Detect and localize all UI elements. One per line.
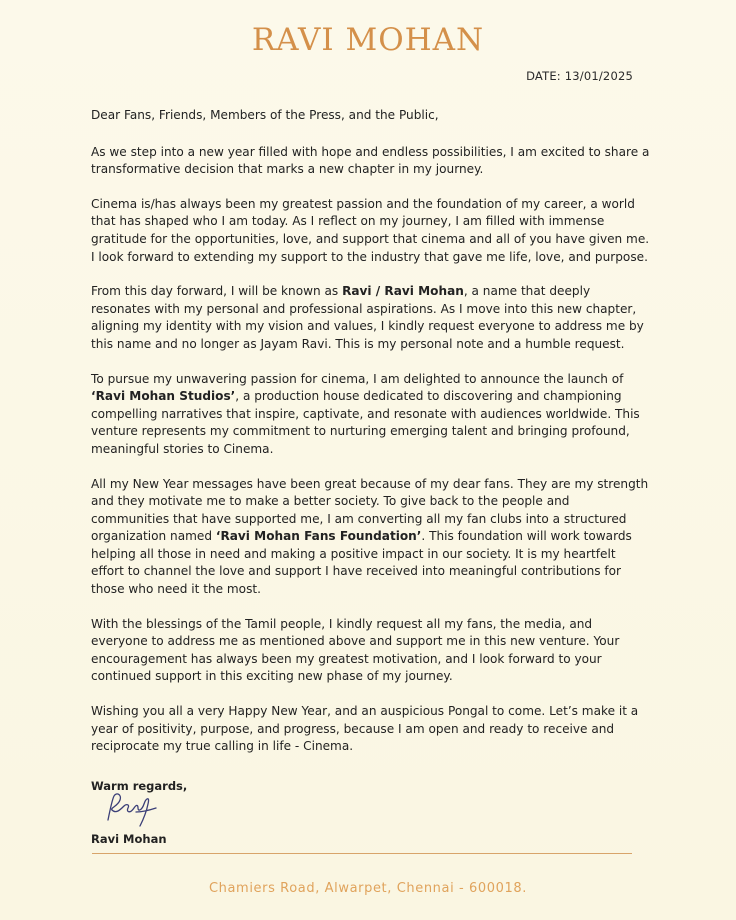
letter-date: DATE: 13/01/2025 [526, 69, 633, 83]
footer-address: Chamiers Road, Alwarpet, Chennai - 600018. [208, 881, 528, 896]
letterhead-title: RAVI MOHAN [251, 22, 485, 58]
paragraph-7: Wishing you all a very Happy New Year, and an auspicious Pongal to come. Let’s make it a year of positivity, purpose, and progress, because I am open and ready to receive and reciprocate my true calling in life - Cinema. [91, 704, 639, 754]
foundation-name-highlight: ‘Ravi Mohan Fans Foundation’ [215, 529, 422, 544]
signer-name: Ravi Mohan [91, 832, 167, 846]
studio-name-highlight: ‘Ravi Mohan Studios’ [91, 389, 236, 404]
paragraph-3 [91, 283, 651, 353]
paragraph-4-text-a: To pursue my unwavering passion for cinema, I am delighted to announce the launch of [91, 371, 624, 386]
letter-body [91, 107, 651, 773]
paragraph-6: With the blessings of the Tamil people, I kindly request all my fans, the media, and everyone to address me as mentioned above and support me in this new venture. Your encouragement has always been my greatest motivation, and I look forward to your continued support in this exciting new phase of my journey. [91, 616, 620, 684]
paragraph-5-text-b: . This foundation will work towards helping all those in need and making a positive impact in our society. It is my heartfelt effort to channel the love and support I have received into meaningful contributions for those who need it the most. [91, 529, 632, 597]
closing-line: Warm regards, [91, 779, 188, 793]
paragraph-5-text-a: All my New Year messages have been great because of my dear fans. They are my strength and they motivate me to make a better society. To give back to the people and communities that have supported me, I am converting all my fan clubs into a structured organization named [91, 476, 649, 544]
paragraph-1: As we step into a new year filled with hope and endless possibilities, I am excited to share a transformative decision that marks a new chapter in my journey. [91, 144, 650, 177]
paragraph-4-text-b: , a production house dedicated to discovering and championing compelling narratives that inspire, captivate, and resonate with audiences worldwide. This venture represents my commitment to nurturing emerging talent and bringing profound, meaningful stories to Cinema. [91, 389, 640, 456]
paragraph-3-text-a: From this day forward, I will be known as [91, 284, 343, 299]
paragraph-3-text-b: , a name that deeply resonates with my personal and professional aspirations. As I move into this new chapter, aligning my identity with my vision and values, I kindly request everyone to address me by this name and no longer as Jayam Ravi. This is my personal note and a humble request. [91, 284, 644, 351]
footer-divider [92, 853, 632, 854]
salutation: Dear Fans, Friends, Members of the Press, and the Public, [91, 108, 439, 122]
paragraph-2: Cinema is/has always been my greatest passion and the foundation of my career, a world that has shaped who I am today. As I reflect on my journey, I am filled with immense gratitude for the opportunities, love, and support that cinema and all of you have given me. I look forward to extending my support to the industry that gave me life, love, and purpose. [91, 196, 650, 264]
handwritten-signature-icon [100, 792, 162, 828]
paragraph-4 [91, 371, 651, 459]
paragraph-5 [91, 476, 651, 599]
new-name-highlight: Ravi / Ravi Mohan [342, 284, 464, 299]
